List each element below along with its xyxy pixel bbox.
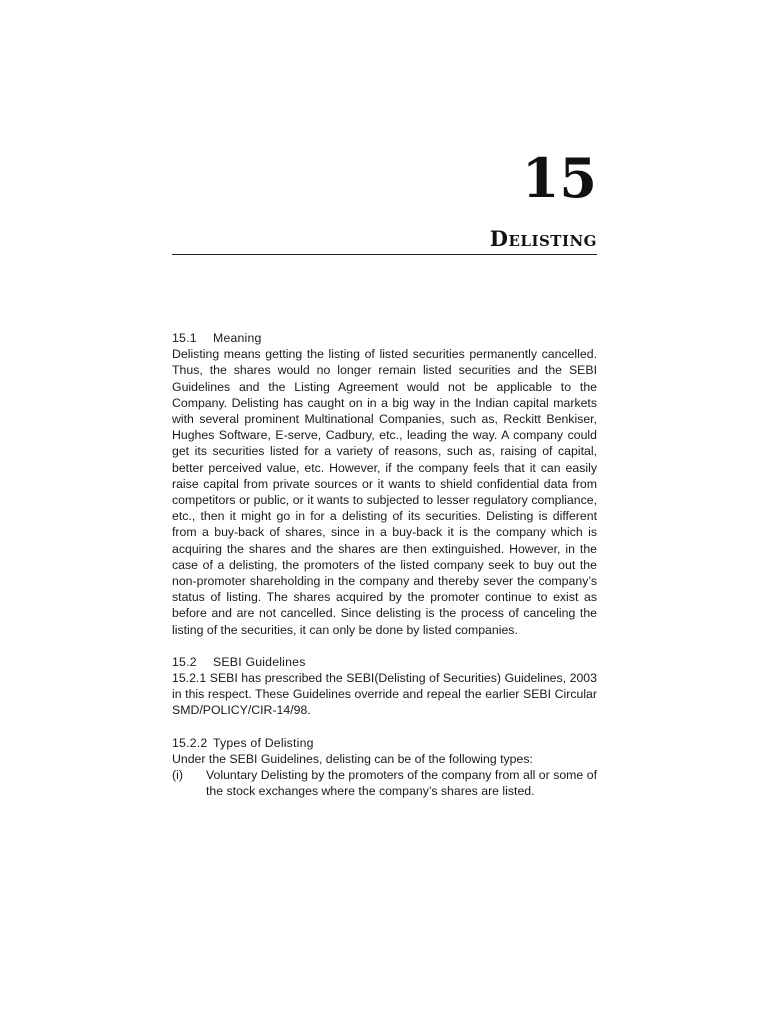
section-number: 15.1: [172, 331, 197, 345]
chapter-title: Delisting: [489, 226, 597, 251]
chapter-body: [172, 330, 597, 799]
section-number: 15.2.2: [172, 735, 208, 750]
section-meaning: [172, 330, 597, 638]
list-marker: (i): [172, 768, 183, 783]
section-sebi-guidelines: [172, 654, 597, 719]
section-intro: Under the SEBI Guidelines, delisting can be of the following types:: [172, 751, 533, 766]
section-paragraph: Delisting means getting the listing of listed securities permanently cancelled. Thus, the shares would no longer remain listed securities and the SEBI Guidelines and the Listing Agreement would not be applicable to the Company. Delisting has caught on in a big way in the Indian capital markets with several prominent Multinational Companies, such as, Reckitt Benkiser, Hughes Software, E-serve, Cadbury, etc., leading the way. A company could get its securities listed for a variety of reasons, such as, raising of capital, better perceived value, etc. However, if the company feels that it can easily raise capital from private sources or it wants to shield confidential data from competitors or public, or it wants to subjected to lesser regulatory compliance, etc., then it might go in for a delisting of its securities. Delisting is different from a buy-back of shares, since in a buy-back it is the company which is acquiring the shares and the shares are then extinguished. However, in the case of a delisting, the promoters of the listed company seek to buy out the non-promoter shareholding in the company and thereby sever the company’s status of listing. The shares acquired by the promoter continue to exist as before and are not cancelled. Since delisting is the process of canceling the listing of the securities, it can only be done by listed companies.: [172, 347, 597, 637]
section-title: SEBI Guidelines: [213, 654, 306, 669]
section-heading: [172, 735, 597, 751]
section-types-of-delisting: [172, 735, 597, 800]
chapter-divider: [172, 254, 597, 255]
section-number: 15.2: [172, 654, 197, 669]
section-heading: [172, 330, 597, 346]
section-title: Types of Delisting: [213, 735, 314, 750]
chapter-number: 15: [521, 146, 597, 210]
section-paragraph: 15.2.1 SEBI has prescribed the SEBI(Delisting of Securities) Guidelines, 2003 in this respect. These Guidelines override and repeal the earlier SEBI Circular SMD/POLICY/CIR-14/98.: [172, 671, 597, 718]
section-title: Meaning: [213, 331, 262, 345]
list-item-text: Voluntary Delisting by the promoters of the company from all or some of the stock exchanges where the company’s shares are listed.: [206, 768, 597, 799]
list-item: [172, 767, 597, 799]
section-heading: [172, 654, 597, 670]
